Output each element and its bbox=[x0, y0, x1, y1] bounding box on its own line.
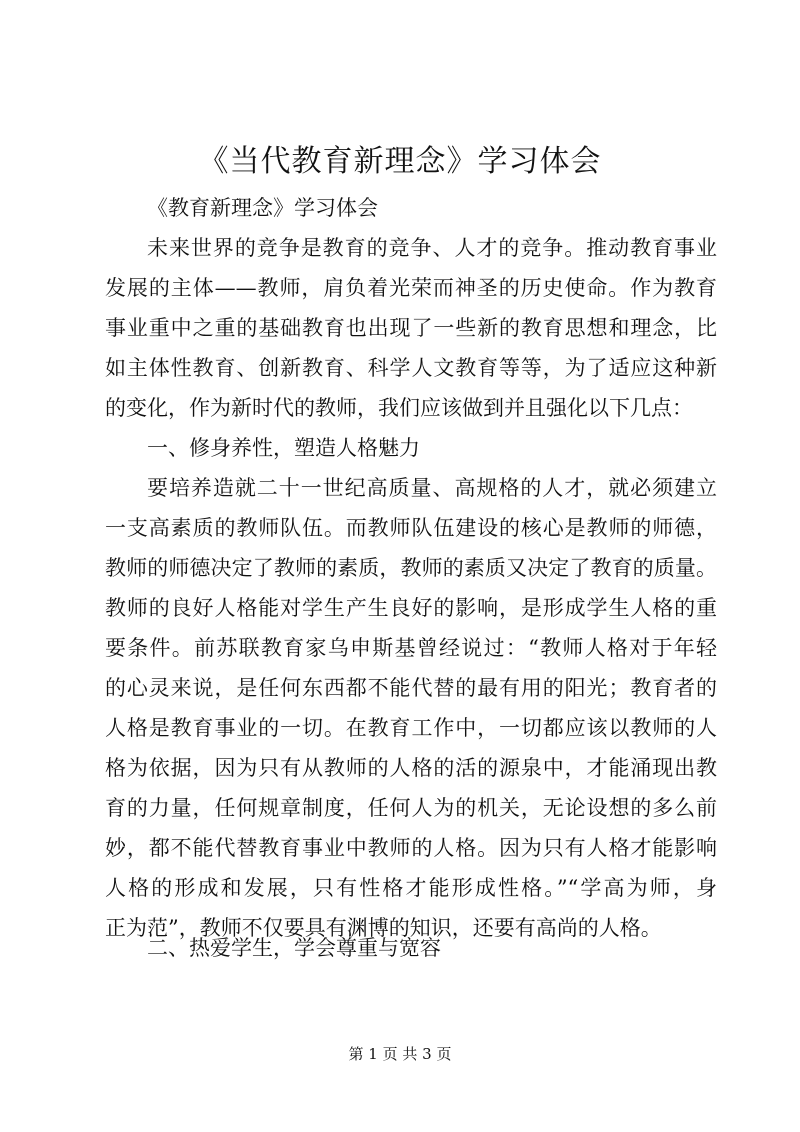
paragraph-line: 要条件。前苏联教育家乌申斯基曾经说过：“教师人格对于年轻 bbox=[105, 636, 717, 660]
page-footer: 第 1 页 共 3 页 bbox=[348, 1045, 452, 1063]
document-subtitle: 《教育新理念》学习体会 bbox=[147, 196, 378, 220]
paragraph-line: 教师的师德决定了教师的素质，教师的素质又决定了教育的质量。 bbox=[105, 556, 717, 580]
paragraph-line: 格为依据，因为只有从教师的人格的活的源泉中，才能涌现出教 bbox=[105, 756, 717, 780]
section-heading-2: 二、热爱学生，学会尊重与宽容 bbox=[147, 936, 441, 960]
paragraph-line: 如主体性教育、创新教育、科学人文教育等等，为了适应这种新 bbox=[105, 356, 717, 380]
paragraph-line: 教师的良好人格能对学生产生良好的影响，是形成学生人格的重 bbox=[105, 596, 717, 620]
paragraph-line: 发展的主体——教师，肩负着光荣而神圣的历史使命。作为教育 bbox=[105, 276, 717, 300]
paragraph-line: 的变化，作为新时代的教师，我们应该做到并且强化以下几点： bbox=[105, 396, 693, 420]
paragraph-section-1 bbox=[105, 468, 717, 948]
paragraph-line: 未来世界的竞争是教育的竞争、人才的竞争。推动教育事业 bbox=[147, 236, 717, 260]
paragraph-line: 妙，都不能代替教育事业中教师的人格。因为只有人格才能影响 bbox=[105, 836, 717, 860]
paragraph-intro bbox=[105, 228, 717, 428]
document-title: 《当代教育新理念》学习体会 bbox=[198, 144, 602, 179]
section-heading-1: 一、修身养性，塑造人格魅力 bbox=[147, 436, 420, 460]
paragraph-line: 人格是教育事业的一切。在教育工作中，一切都应该以教师的人 bbox=[105, 716, 717, 740]
paragraph-line: 一支高素质的教师队伍。而教师队伍建设的核心是教师的师德， bbox=[105, 516, 717, 540]
paragraph-line: 育的力量，任何规章制度，任何人为的机关，无论设想的多么前 bbox=[105, 796, 717, 820]
paragraph-line: 的心灵来说，是任何东西都不能代替的最有用的阳光；教育者的 bbox=[105, 676, 717, 700]
paragraph-line: 要培养造就二十一世纪高质量、高规格的人才，就必须建立 bbox=[147, 476, 717, 500]
paragraph-line: 正为范”，教师不仅要具有渊博的知识，还要有高尚的人格。 bbox=[105, 916, 662, 940]
paragraph-line: 事业重中之重的基础教育也出现了一些新的教育思想和理念，比 bbox=[105, 316, 717, 340]
paragraph-line: 人格的形成和发展，只有性格才能形成性格。”“学高为师，身 bbox=[105, 876, 717, 900]
